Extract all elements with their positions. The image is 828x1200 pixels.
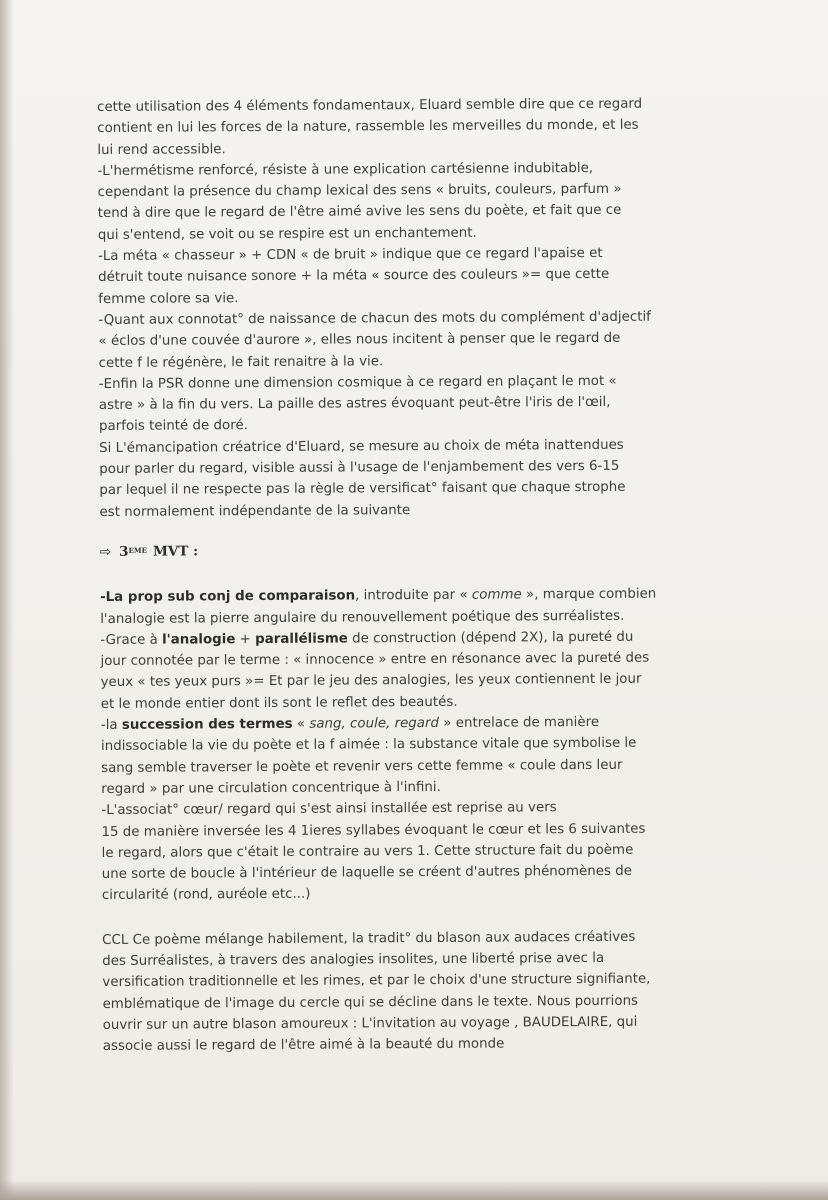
text-line: -Quant aux connotat° de naissance de chacun des mots du complément d'adjectif bbox=[98, 309, 651, 328]
text-line: ouvrir sur un autre blason amoureux : L'invitation au voyage , BAUDELAIRE, qui bbox=[102, 1014, 638, 1033]
bold-term: parallélisme bbox=[255, 631, 348, 647]
bold-term: -La prop sub conj de comparaison bbox=[100, 588, 356, 606]
text-run: de construction (dépend 2X), la pureté du bbox=[347, 629, 634, 647]
text-line bbox=[100, 583, 732, 608]
text-line: -L'associat° cœur/ regard qui s'est ainsi installée est reprise au vers bbox=[101, 800, 557, 819]
text-line: le regard, alors que c'était le contraire au vers 1. Cette structure fait du poème bbox=[101, 842, 634, 861]
text-line: sang semble traverser le poète et revenir vers cette femme « coule dans leur bbox=[101, 757, 623, 776]
text-line: emblématique de l'image du cercle qui se décline dans le texte. Nous pourrions bbox=[102, 993, 639, 1012]
heading-superscript: EME bbox=[128, 545, 147, 555]
text-line: cette utilisation des 4 éléments fondamentaux, Eluard semble dire que ce regard bbox=[97, 96, 643, 115]
text-line: CCL Ce poème mélange habilement, la tradit° du blason aux audaces créatives bbox=[102, 929, 636, 948]
text-line: par lequel il ne respecte pas la règle de versificat° faisant que chaque strophe bbox=[99, 480, 626, 499]
text-line: des Surréalistes, à travers des analogies insolites, une liberté prise avec la bbox=[102, 950, 605, 969]
text-run: -Grace à bbox=[100, 632, 163, 648]
text-line: une sorte de boucle à l'intérieur de laquelle se créent d'autres phénomènes de bbox=[101, 863, 632, 883]
text-run: -la bbox=[100, 717, 122, 734]
text-line: cependant la présence du champ lexical des sens « bruits, couleurs, parfum » bbox=[97, 181, 622, 201]
text-line: Si L'émancipation créatrice d'Eluard, se mesure au choix de méta inattendues bbox=[99, 437, 624, 456]
text-line: contient en lui les forces de la nature, rassemble les merveilles du monde, et les bbox=[97, 117, 639, 137]
heading-number: 3 bbox=[119, 543, 129, 560]
text-line: parfois teinté de doré. bbox=[98, 418, 248, 435]
paragraph-analysis-2nd-part bbox=[97, 93, 732, 523]
text-line: détruit toute nuisance sonore + la méta « source des couleurs »= que cette bbox=[98, 267, 610, 286]
text-line: cette f le régénère, le fait renaitre à la vie. bbox=[98, 353, 384, 371]
heading-title: MVT : bbox=[152, 543, 199, 560]
text-line: yeux « tes yeux purs »= Et par le jeu des analogies, les yeux contiennent le jour bbox=[100, 672, 642, 691]
text-line: indissociable la vie du poète et la f aimée : la substance vitale que symbolise le bbox=[100, 736, 637, 755]
italic-quote: sang, coule, regard bbox=[309, 715, 440, 732]
text-run: « bbox=[292, 716, 310, 732]
text-line: « éclos d'une couvée d'aurore », elles nous incitent à penser que le regard de bbox=[98, 331, 621, 350]
paragraph-conclusion bbox=[102, 926, 735, 1058]
text-run: » entrelace de manière bbox=[438, 714, 600, 731]
text-line: lui rend accessible. bbox=[97, 141, 226, 158]
text-line: qui s'entend, se voit ou se respire est un enchantement. bbox=[97, 225, 477, 243]
text-line: 15 de manière inversée les 4 1ieres syllabes évoquant le cœur et les 6 suivantes bbox=[101, 821, 646, 840]
text-line: associe aussi le regard de l'être aimé à la beauté du monde bbox=[102, 1036, 505, 1055]
text-line: l'analogie est la pierre angulaire du renouvellement poétique des surréalistes. bbox=[100, 608, 625, 627]
text-line: regard » par une circulation concentrique à l'infini. bbox=[101, 779, 441, 797]
bold-term: succession des termes bbox=[121, 716, 293, 733]
text-line: est normalement indépendante de la suivante bbox=[99, 502, 411, 520]
text-line: astre » à la fin du vers. La paille des astres évoquant peut-être l'iris de l'œil, bbox=[98, 395, 611, 414]
document-text bbox=[97, 93, 735, 1057]
text-line: versification traditionnelle et les rimes, et par le choix d'une structure signifiante, bbox=[102, 971, 651, 991]
text-run: , introduite par « bbox=[355, 587, 472, 604]
arrow-right-icon: ⇨ bbox=[99, 543, 112, 560]
paragraph-analysis-3rd-movement bbox=[100, 583, 734, 906]
text-line: et le monde entier dont ils sont le reflet des beautés. bbox=[100, 694, 458, 712]
text-line: pour parler du regard, visible aussi à l'usage de l'enjambement des vers 6-15 bbox=[99, 458, 620, 478]
text-line: jour connotée par le terme : « innocence » entre en résonance avec la pureté des bbox=[100, 650, 650, 670]
text-run: », marque combien bbox=[521, 586, 657, 603]
text-run: + bbox=[235, 631, 256, 647]
text-line: circularité (rond, auréole etc...) bbox=[101, 887, 311, 904]
page-bottom-shadow bbox=[0, 1180, 828, 1200]
page-edge-shadow bbox=[0, 0, 14, 1200]
italic-quote: comme bbox=[471, 587, 522, 603]
text-line: femme colore sa vie. bbox=[98, 290, 239, 307]
text-line: tend à dire que le regard de l'être aimé avive les sens du poète, et fait que ce bbox=[97, 203, 622, 222]
text-line: -La méta « chasseur » + CDN « de bruit » indique que ce regard l'apaise et bbox=[97, 245, 603, 265]
text-line: -Enfin la PSR donne une dimension cosmique à ce regard en plaçant le mot « bbox=[98, 373, 617, 392]
text-line: -L'hermétisme renforcé, résiste à une explication cartésienne indubitable, bbox=[97, 160, 594, 179]
bold-term: l'analogie bbox=[162, 631, 236, 648]
